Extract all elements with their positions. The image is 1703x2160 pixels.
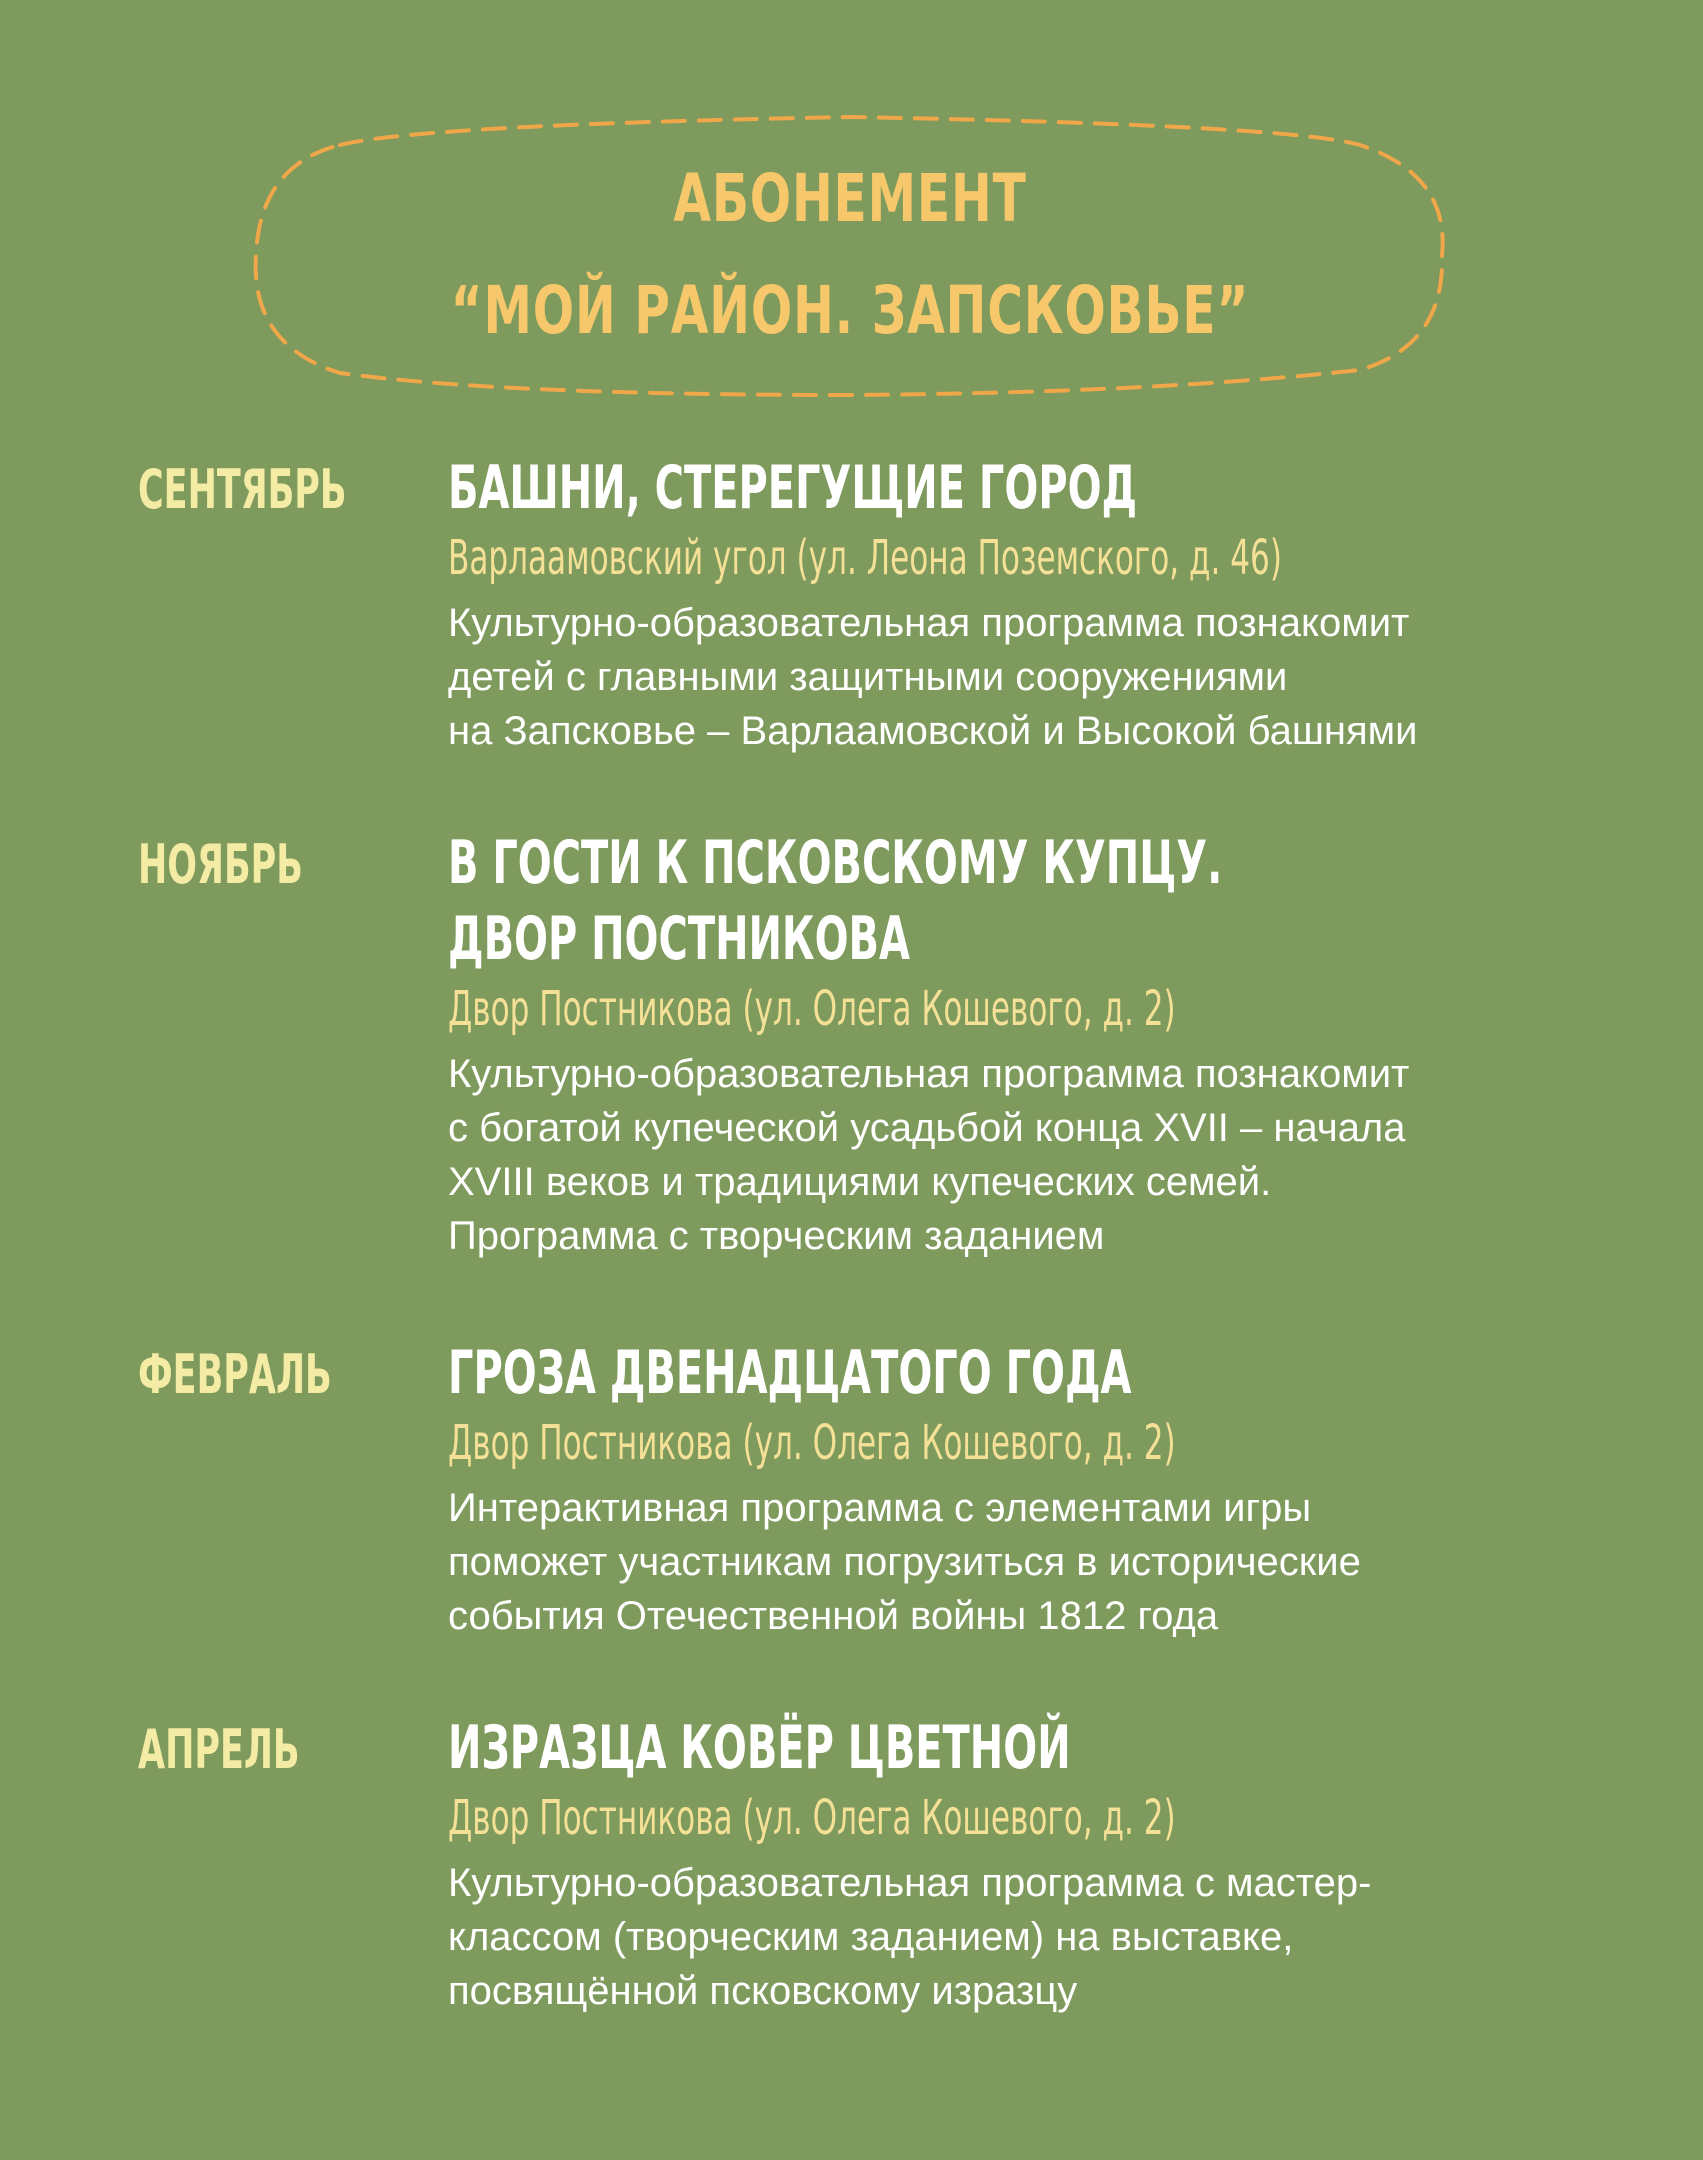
program-content	[448, 450, 1628, 758]
program-description	[448, 1047, 1628, 1263]
page-title	[358, 105, 1342, 405]
month-label: ФЕВРАЛЬ	[138, 1343, 332, 1406]
title-line-2: “МОЙ РАЙОН. ЗАПСКОВЬЕ”	[450, 272, 1250, 349]
description-line: события Отечественной войны 1812 года	[448, 1594, 1219, 1638]
month-label: АПРЕЛЬ	[138, 1718, 300, 1781]
description-line: Культурно-образовательная программа познакомит	[448, 601, 1410, 645]
month-label: НОЯБРЬ	[138, 833, 303, 896]
program-place: Двор Постникова (ул. Олега Кошевого, д. 2)	[448, 981, 1176, 1037]
description-line: XVIII веков и традициями купеческих семей.	[448, 1160, 1272, 1204]
header-frame	[250, 105, 1450, 405]
program-description	[448, 596, 1628, 758]
program-place: Варлаамовский угол (ул. Леона Поземского, д. 46)	[448, 530, 1282, 586]
month-label: СЕНТЯБРЬ	[138, 458, 347, 521]
description-line: Культурно-образовательная программа познакомит	[448, 1052, 1410, 1096]
program-title: БАШНИ, СТЕРЕГУЩИЕ ГОРОД	[448, 453, 1138, 523]
program-content	[448, 1710, 1628, 2018]
description-line: посвящённой псковскому изразцу	[448, 1969, 1078, 2013]
program-place: Двор Постникова (ул. Олега Кошевого, д. 2)	[448, 1415, 1176, 1471]
description-line: Программа с творческим заданием	[448, 1214, 1105, 1258]
program-title: В ГОСТИ К ПСКОВСКОМУ КУПЦУ.	[448, 828, 1223, 898]
description-line: классом (творческим заданием) на выставке,	[448, 1915, 1294, 1959]
program-content	[448, 1335, 1628, 1643]
description-line: детей с главными защитными сооружениями	[448, 655, 1288, 699]
description-line: Интерактивная программа с элементами игры	[448, 1486, 1312, 1530]
description-line: с богатой купеческой усадьбой конца XVII – начала	[448, 1106, 1406, 1150]
program-content	[448, 825, 1628, 1263]
description-line: на Запсковье – Варлаамовской и Высокой башнями	[448, 709, 1418, 753]
program-title: ИЗРАЗЦА КОВЁР ЦВЕТНОЙ	[448, 1713, 1071, 1783]
title-line-1: АБОНЕМЕНТ	[673, 160, 1027, 237]
program-place: Двор Постникова (ул. Олега Кошевого, д. 2)	[448, 1790, 1176, 1846]
description-line: поможет участникам погрузиться в исторические	[448, 1540, 1361, 1584]
program-description	[448, 1856, 1628, 2018]
description-line: Культурно-образовательная программа с мастер-	[448, 1861, 1372, 1905]
program-title: ДВОР ПОСТНИКОВА	[448, 904, 910, 974]
program-description	[448, 1481, 1628, 1643]
program-title: ГРОЗА ДВЕНАДЦАТОГО ГОДА	[448, 1338, 1132, 1408]
